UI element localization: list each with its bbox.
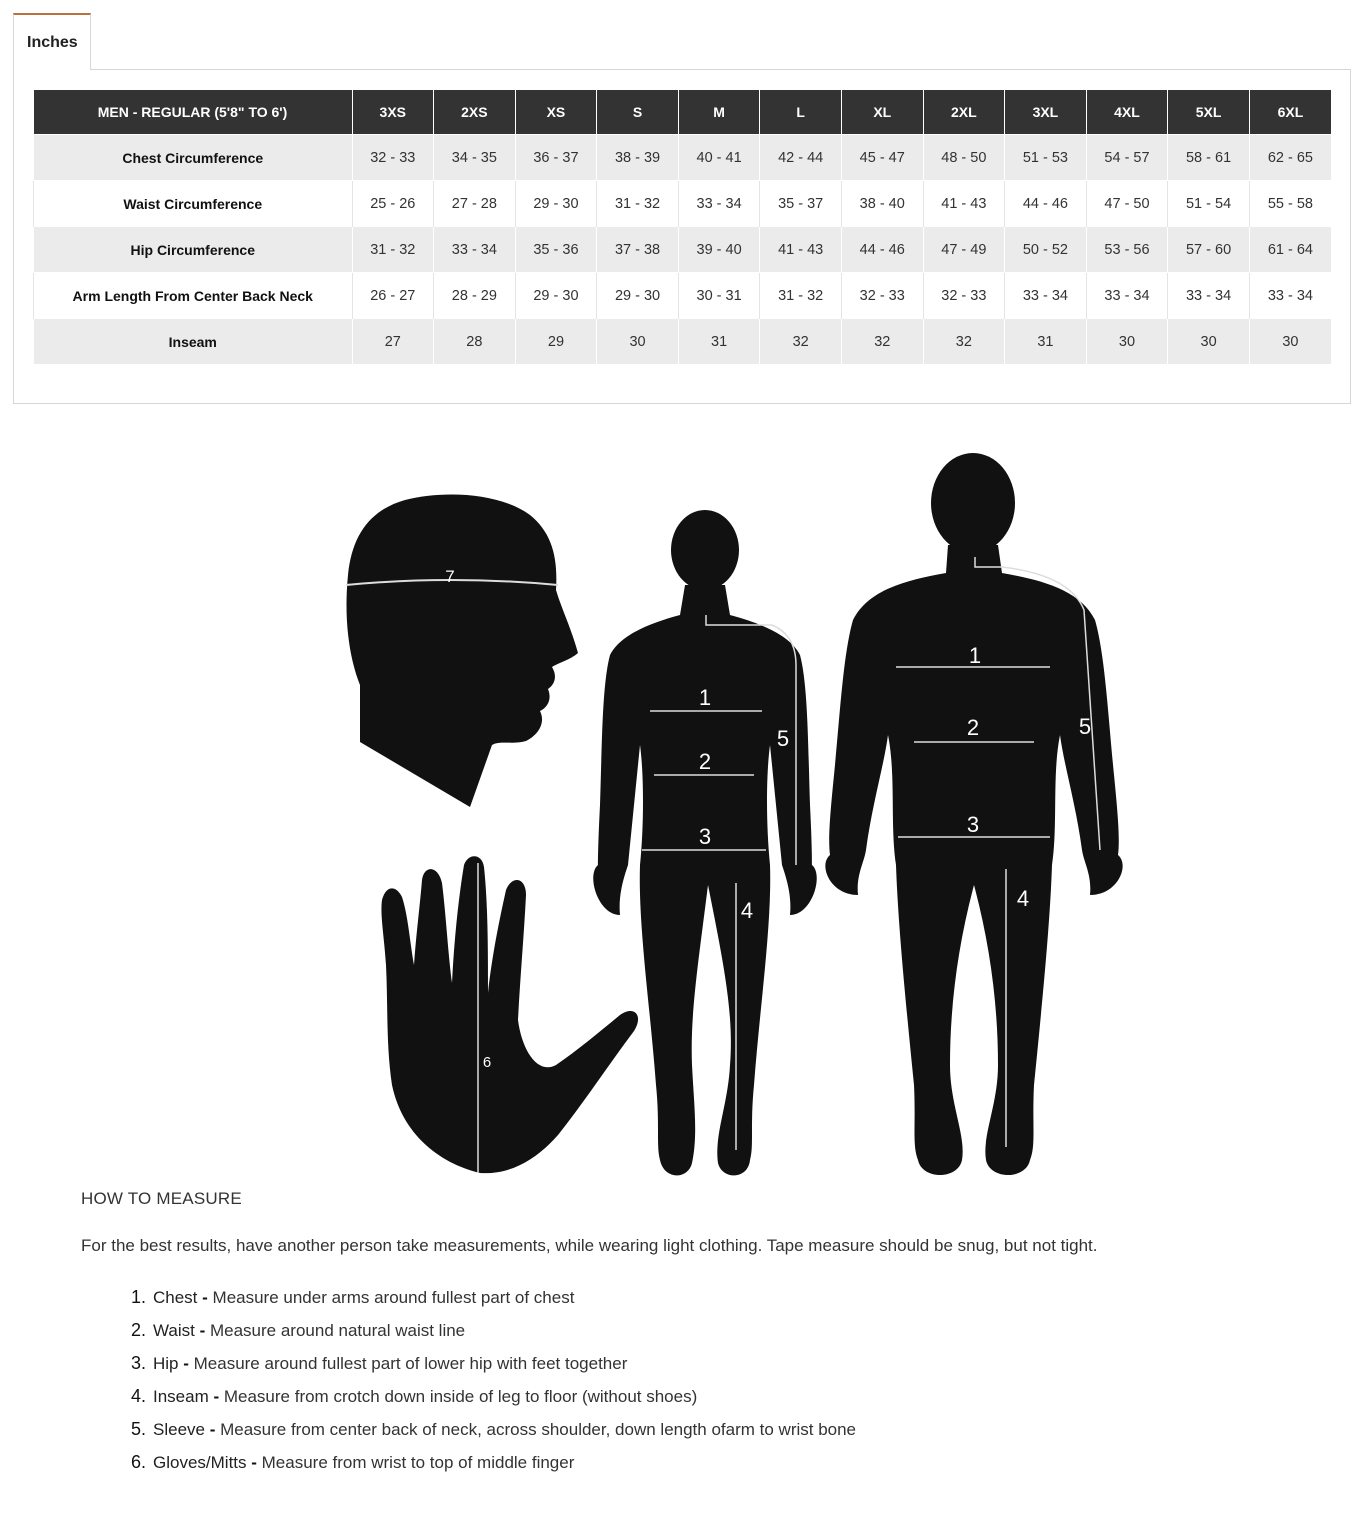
table-header-cell: 5XL <box>1168 90 1250 135</box>
table-row <box>34 181 1332 227</box>
head-silhouette <box>346 495 578 807</box>
table-cell: 39 - 40 <box>678 227 760 273</box>
table-cell: 32 <box>760 319 842 365</box>
table-row-label: Hip Circumference <box>34 227 353 273</box>
table-cell: 33 - 34 <box>1249 273 1331 319</box>
table-row <box>34 273 1332 319</box>
step-description: Measure from wrist to top of middle finger <box>261 1453 575 1472</box>
table-cell: 53 - 56 <box>1086 227 1168 273</box>
step-separator: - <box>197 1288 213 1307</box>
table-cell: 41 - 43 <box>923 181 1005 227</box>
table-cell: 62 - 65 <box>1249 135 1331 181</box>
table-cell: 37 - 38 <box>597 227 679 273</box>
table-header-cell: 2XL <box>923 90 1005 135</box>
table-cell: 28 - 29 <box>434 273 516 319</box>
list-item <box>131 1287 856 1321</box>
hand-silhouette <box>381 856 638 1173</box>
table-cell: 29 - 30 <box>515 181 597 227</box>
table-cell: 55 - 58 <box>1249 181 1331 227</box>
body-slim-label-4: 4 <box>740 898 754 923</box>
table-cell: 45 - 47 <box>841 135 923 181</box>
list-item <box>131 1386 856 1420</box>
table-header-cell: 6XL <box>1249 90 1331 135</box>
step-separator: - <box>204 1420 221 1439</box>
table-cell: 47 - 50 <box>1086 181 1168 227</box>
table-cell: 38 - 39 <box>597 135 679 181</box>
table-cell: 26 - 27 <box>352 273 434 319</box>
step-separator: - <box>246 1453 262 1472</box>
table-cell: 30 <box>1168 319 1250 365</box>
table-cell: 32 - 33 <box>352 135 434 181</box>
table-cell: 31 - 32 <box>352 227 434 273</box>
table-cell: 44 - 46 <box>841 227 923 273</box>
table-row-label: Inseam <box>34 319 353 365</box>
list-item <box>131 1353 856 1387</box>
body-muscular-label-4: 4 <box>1016 886 1030 911</box>
table-cell: 58 - 61 <box>1168 135 1250 181</box>
table-cell: 33 - 34 <box>1005 273 1087 319</box>
body-silhouette-muscular <box>825 453 1122 1175</box>
table-cell: 31 <box>1005 319 1087 365</box>
table-cell: 32 - 33 <box>841 273 923 319</box>
step-number: 2. <box>131 1320 147 1340</box>
size-chart-table <box>33 90 1331 364</box>
table-cell: 34 - 35 <box>434 135 516 181</box>
table-cell: 35 - 37 <box>760 181 842 227</box>
step-number: 5. <box>131 1419 147 1439</box>
table-cell: 48 - 50 <box>923 135 1005 181</box>
measure-steps-list <box>131 1287 857 1486</box>
table-cell: 25 - 26 <box>352 181 434 227</box>
table-cell: 30 <box>1249 319 1331 365</box>
table-row-label: Waist Circumference <box>34 181 353 227</box>
how-to-measure-diagram <box>330 445 1130 1185</box>
table-cell: 29 - 30 <box>515 273 597 319</box>
body-muscular-label-5: 5 <box>1078 714 1092 739</box>
step-separator: - <box>194 1321 210 1340</box>
step-number: 4. <box>131 1386 147 1406</box>
body-slim-label-3: 3 <box>698 824 712 849</box>
list-item <box>131 1320 856 1354</box>
head-label: 7 <box>445 567 455 586</box>
table-header-cell: S <box>597 90 679 135</box>
table-cell: 31 - 32 <box>760 273 842 319</box>
table-cell: 28 <box>434 319 516 365</box>
table-header-cell: 4XL <box>1086 90 1168 135</box>
table-cell: 30 - 31 <box>678 273 760 319</box>
table-row <box>34 227 1332 273</box>
table-header-cell: M <box>678 90 760 135</box>
table-header-cell: 2XS <box>434 90 516 135</box>
table-cell: 61 - 64 <box>1249 227 1331 273</box>
how-to-measure-title: HOW TO MEASURE <box>81 1189 242 1208</box>
step-term: Waist <box>153 1321 195 1340</box>
table-row <box>34 135 1332 181</box>
table-cell: 27 - 28 <box>434 181 516 227</box>
table-header-cell: MEN - REGULAR (5'8" TO 6') <box>34 90 353 135</box>
tab-inches-label: Inches <box>27 34 78 51</box>
step-term: Sleeve <box>153 1420 205 1439</box>
table-cell: 42 - 44 <box>760 135 842 181</box>
table-header-cell: 3XL <box>1005 90 1087 135</box>
table-cell: 31 - 32 <box>597 181 679 227</box>
table-cell: 35 - 36 <box>515 227 597 273</box>
table-cell: 38 - 40 <box>841 181 923 227</box>
table-cell: 33 - 34 <box>1168 273 1250 319</box>
table-cell: 32 <box>841 319 923 365</box>
table-header-row <box>34 90 1332 135</box>
step-description: Measure from center back of neck, across shoulder, down length ofarm to wrist bone <box>220 1420 857 1439</box>
table-cell: 57 - 60 <box>1168 227 1250 273</box>
table-cell: 41 - 43 <box>760 227 842 273</box>
hand-label: 6 <box>482 1054 492 1071</box>
step-separator: - <box>178 1354 194 1373</box>
table-cell: 31 <box>678 319 760 365</box>
table-cell: 29 - 30 <box>597 273 679 319</box>
tab-inches[interactable] <box>13 13 91 70</box>
how-to-measure-intro: For the best results, have another person take measurements, while wearing light clothing. Tape measure should be snug, but not tight. <box>81 1236 1098 1255</box>
body-muscular-label-3: 3 <box>966 812 980 837</box>
step-separator: - <box>208 1387 224 1406</box>
step-term: Hip <box>153 1354 179 1373</box>
table-header-cell: XS <box>515 90 597 135</box>
step-description: Measure around fullest part of lower hip with feet together <box>193 1354 628 1373</box>
list-item <box>131 1419 857 1453</box>
step-term: Chest <box>153 1288 198 1307</box>
table-cell: 33 - 34 <box>678 181 760 227</box>
table-cell: 47 - 49 <box>923 227 1005 273</box>
step-number: 3. <box>131 1353 147 1373</box>
table-cell: 29 <box>515 319 597 365</box>
table-cell: 50 - 52 <box>1005 227 1087 273</box>
step-number: 6. <box>131 1452 147 1472</box>
step-description: Measure under arms around fullest part of chest <box>212 1288 575 1307</box>
table-cell: 33 - 34 <box>1086 273 1168 319</box>
body-slim-label-1: 1 <box>698 685 712 710</box>
body-slim-label-5: 5 <box>776 726 790 751</box>
table-cell: 51 - 53 <box>1005 135 1087 181</box>
body-muscular-label-1: 1 <box>968 643 982 668</box>
table-cell: 51 - 54 <box>1168 181 1250 227</box>
table-cell: 32 - 33 <box>923 273 1005 319</box>
table-header-cell: L <box>760 90 842 135</box>
table-row-label: Chest Circumference <box>34 135 353 181</box>
table-cell: 30 <box>1086 319 1168 365</box>
step-number: 1. <box>131 1287 147 1307</box>
table-row <box>34 319 1332 365</box>
table-header-cell: 3XS <box>352 90 434 135</box>
table-cell: 54 - 57 <box>1086 135 1168 181</box>
table-row-label: Arm Length From Center Back Neck <box>34 273 353 319</box>
step-term: Inseam <box>153 1387 209 1406</box>
step-term: Gloves/Mitts <box>153 1453 247 1472</box>
body-silhouette-slim <box>593 510 816 1175</box>
table-cell: 30 <box>597 319 679 365</box>
table-cell: 40 - 41 <box>678 135 760 181</box>
table-cell: 32 <box>923 319 1005 365</box>
table-cell: 36 - 37 <box>515 135 597 181</box>
step-description: Measure around natural waist line <box>209 1321 466 1340</box>
table-header-cell: XL <box>841 90 923 135</box>
table-cell: 27 <box>352 319 434 365</box>
table-cell: 44 - 46 <box>1005 181 1087 227</box>
table-cell: 33 - 34 <box>434 227 516 273</box>
body-slim-label-2: 2 <box>698 749 712 774</box>
body-muscular-label-2: 2 <box>966 715 980 740</box>
step-description: Measure from crotch down inside of leg to floor (without shoes) <box>223 1387 698 1406</box>
list-item <box>131 1452 856 1486</box>
